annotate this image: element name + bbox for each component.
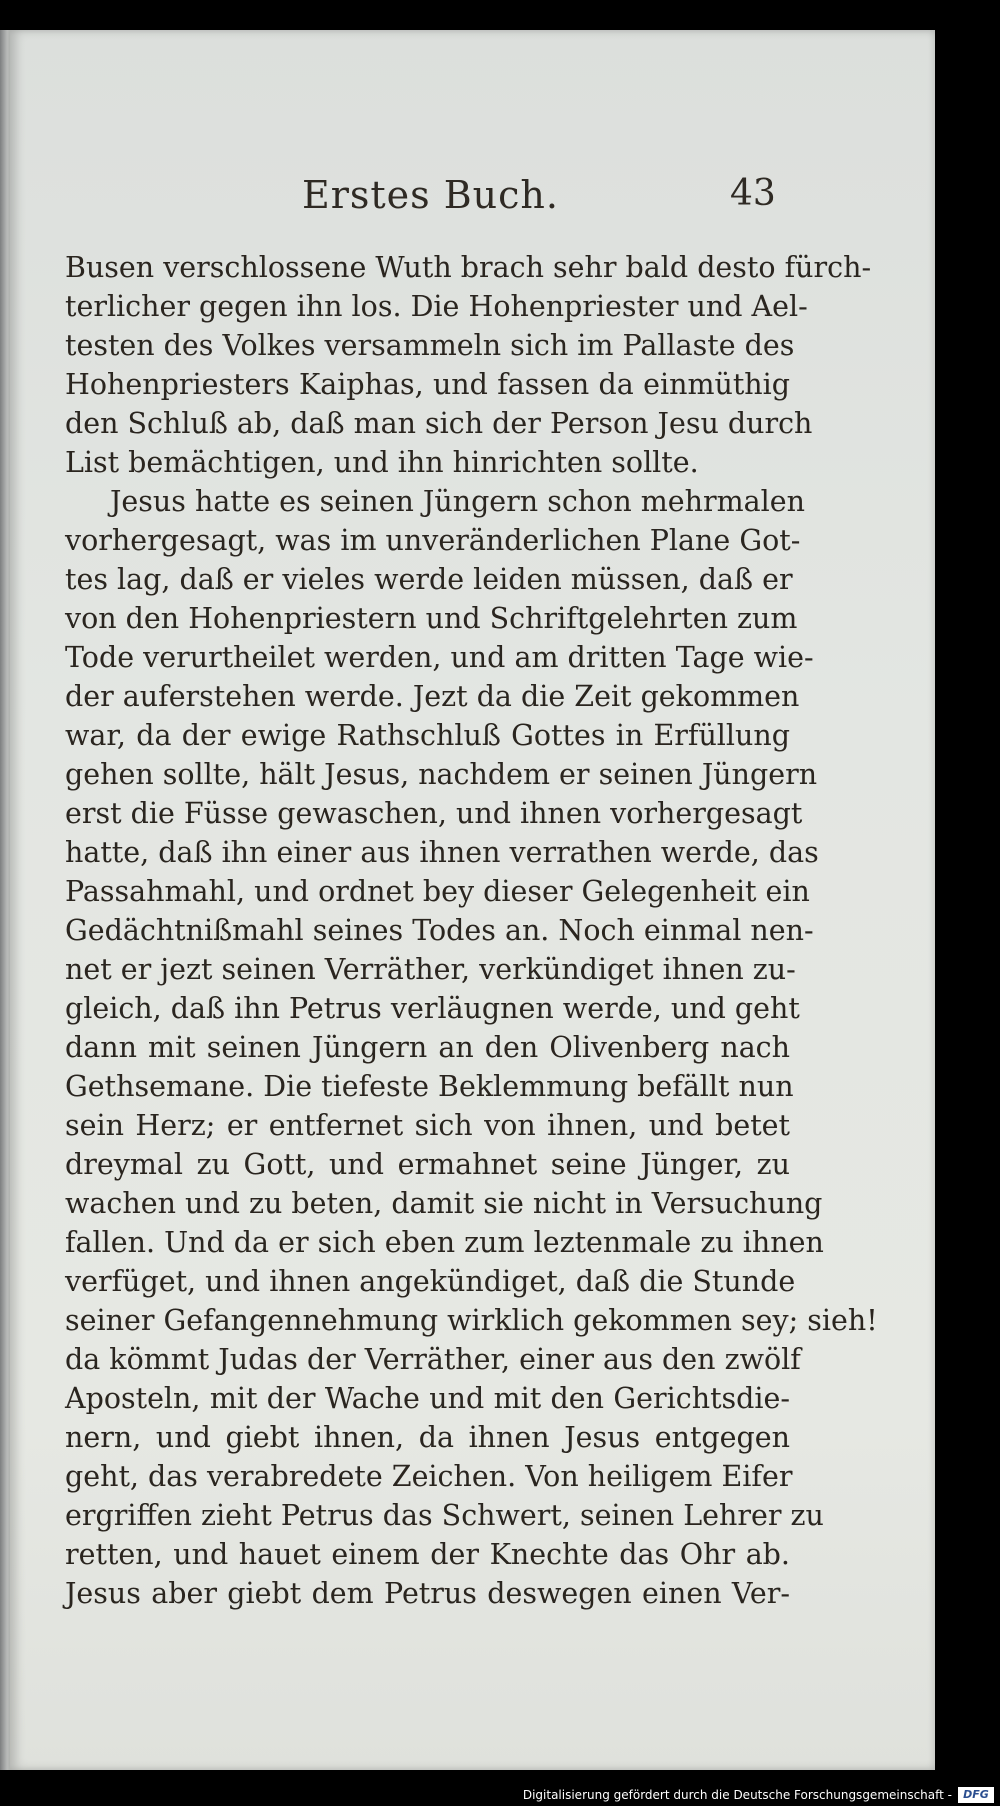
text-line: Busen verschlossene Wuth brach sehr bald desto fürch- (65, 251, 872, 284)
text-line: wachen und zu beten, damit sie nicht in Versuchung (65, 1187, 823, 1220)
text-line: retten, und hauet einem der Knechte das Ohr ab. (65, 1538, 790, 1571)
text-line: seiner Gefangennehmung wirklich gekommen sey; sieh! (65, 1304, 878, 1337)
text-line: tes lag, daß er vieles werde leiden müssen, daß er (65, 563, 793, 596)
text-line: da kömmt Judas der Verräther, einer aus den zwölf (65, 1343, 801, 1376)
text-line: von den Hohenpriestern und Schriftgelehrten zum (65, 602, 798, 635)
text-line: gleich, daß ihn Petrus verläugnen werde, und geht (65, 992, 800, 1025)
text-line: der auferstehen werde. Jezt da die Zeit gekommen (65, 680, 800, 713)
page-number: 43 (730, 173, 776, 214)
text-line: Hohenpriesters Kaiphas, und fassen da einmüthig (65, 368, 790, 401)
text-line: gehen sollte, hält Jesus, nachdem er seinen Jüngern (65, 758, 818, 791)
dfg-logo: DFG (958, 1787, 994, 1803)
text-line: terlicher gegen ihn los. Die Hohenpriester und Ael- (65, 290, 808, 323)
text-line: Jesus aber giebt dem Petrus deswegen einen Ver- (65, 1577, 790, 1610)
running-head: Erstes Buch. (302, 173, 559, 217)
text-line: dann mit seinen Jüngern an den Olivenberg nach (65, 1031, 790, 1064)
text-line: Jesus hatte es seinen Jüngern schon mehrmalen (110, 485, 805, 518)
text-line: nern, und giebt ihnen, da ihnen Jesus entgegen (65, 1421, 790, 1454)
text-line: hatte, daß ihn einer aus ihnen verrathen werde, das (65, 836, 819, 869)
text-line: testen des Volkes versammeln sich im Pallaste des (65, 329, 795, 362)
text-line: List bemächtigen, und ihn hinrichten sollte. (65, 446, 699, 479)
text-line: geht, das verabredete Zeichen. Von heiligem Eifer (65, 1460, 793, 1493)
funding-credit: Digitalisierung gefördert durch die Deutsche Forschungsgemeinschaft - (522, 1788, 952, 1802)
text-line: verfüget, und ihnen angekündiget, daß die Stunde (65, 1265, 796, 1298)
text-line: Gedächtnißmahl seines Todes an. Noch einmal nen- (65, 914, 814, 947)
body-text (65, 248, 878, 1613)
text-line: fallen. Und da er sich eben zum leztenmale zu ihnen (65, 1226, 824, 1259)
text-line: net er jezt seinen Verräther, verkündiget ihnen zu- (65, 953, 796, 986)
text-line: dreymal zu Gott, und ermahnet seine Jünger, zu (65, 1148, 790, 1181)
text-line: ergriffen zieht Petrus das Schwert, seinen Lehrer zu (65, 1499, 824, 1532)
footer-bar (0, 1774, 1000, 1806)
text-line: Aposteln, mit der Wache und mit den Gerichtsdie- (65, 1382, 790, 1415)
text-line: sein Herz; er entfernet sich von ihnen, und betet (65, 1109, 790, 1142)
page-header (10, 165, 935, 225)
text-line: war, da der ewige Rathschluß Gottes in Erfüllung (65, 719, 790, 752)
text-line: Gethsemane. Die tiefeste Beklemmung befällt nun (65, 1070, 794, 1103)
text-line: Tode verurtheilet werden, und am dritten Tage wie- (65, 641, 814, 674)
text-line: vorhergesagt, was im unveränderlichen Plane Got- (65, 524, 801, 557)
text-line: erst die Füsse gewaschen, und ihnen vorhergesagt (65, 797, 803, 830)
book-page (10, 30, 935, 1770)
text-line: den Schluß ab, daß man sich der Person Jesu durch (65, 407, 813, 440)
text-line: Passahmahl, und ordnet bey dieser Gelegenheit ein (65, 875, 810, 908)
